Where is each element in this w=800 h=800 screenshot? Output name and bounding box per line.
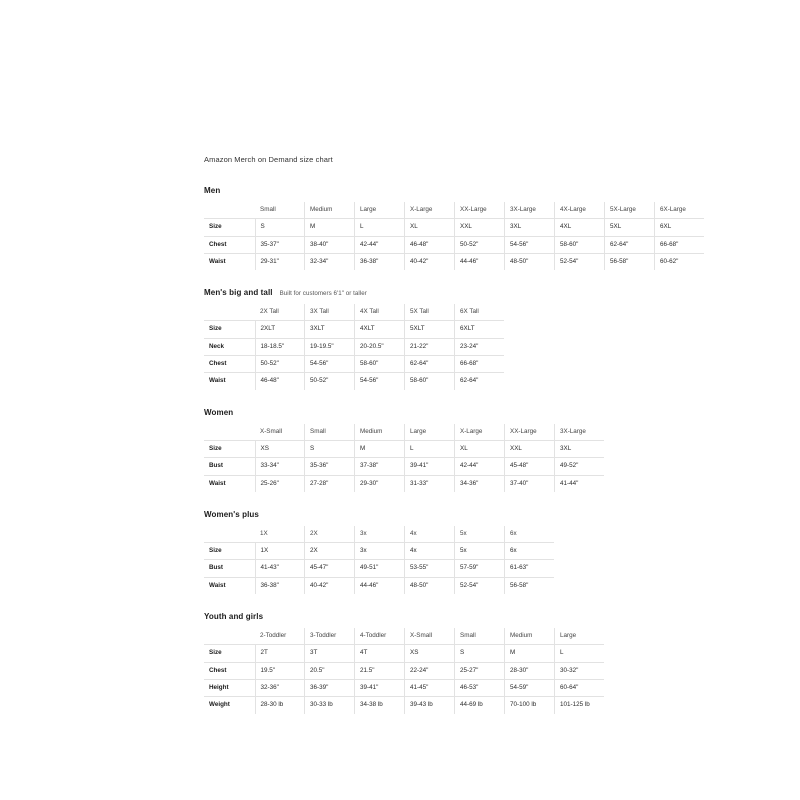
table-cell: 3XLT: [305, 321, 355, 338]
column-header: 1X: [255, 526, 305, 543]
table-corner-cell: [204, 424, 255, 441]
table-cell: 62-64": [405, 356, 455, 373]
table-cell: 54-59": [505, 679, 555, 696]
table-cell: 45-47": [305, 560, 355, 577]
table-cell: L: [405, 440, 455, 457]
table-row: [204, 373, 504, 390]
table-cell: 52-54": [555, 253, 605, 270]
column-header: Small: [305, 424, 355, 441]
table-cell: 25-26": [255, 475, 305, 492]
table-cell: 49-52": [555, 458, 605, 475]
table-cell: 4XLT: [355, 321, 405, 338]
table-cell: M: [505, 645, 555, 662]
table-cell: M: [305, 219, 355, 236]
section-women: [204, 408, 624, 492]
table-cell: 60-64": [555, 679, 605, 696]
table-cell: 70-100 lb: [505, 697, 555, 714]
column-header: Medium: [305, 202, 355, 219]
table-cell: S: [255, 219, 305, 236]
table-row: [204, 662, 604, 679]
column-header: X-Large: [455, 424, 505, 441]
table-cell: 54-56": [355, 373, 405, 390]
table-cell: 5XL: [605, 219, 655, 236]
column-header: 3X-Large: [555, 424, 605, 441]
table-cell: 48-50": [505, 253, 555, 270]
table-cell: 56-58": [605, 253, 655, 270]
size-table-womens-plus: [204, 526, 554, 594]
row-label: Bust: [204, 560, 255, 577]
table-cell: L: [555, 645, 605, 662]
table-cell: 35-36": [305, 458, 355, 475]
table-cell: 3XL: [555, 440, 605, 457]
page-title: Amazon Merch on Demand size chart: [204, 155, 333, 164]
column-header: 3-Toddler: [305, 628, 355, 645]
size-table-women: [204, 424, 604, 492]
column-header: 2X: [305, 526, 355, 543]
table-cell: 50-52": [455, 236, 505, 253]
table-cell: 42-44": [455, 458, 505, 475]
table-cell: 20.5": [305, 662, 355, 679]
row-label: Neck: [204, 338, 255, 355]
table-cell: 42-44": [355, 236, 405, 253]
table-cell: 5x: [455, 543, 505, 560]
table-cell: 37-40": [505, 475, 555, 492]
table-cell: 62-64": [605, 236, 655, 253]
column-header: X-Small: [255, 424, 305, 441]
table-cell: 38-40": [305, 236, 355, 253]
table-cell: 48-50": [405, 577, 455, 594]
table-cell: 36-38": [355, 253, 405, 270]
column-header: 4X Tall: [355, 304, 405, 321]
table-row: [204, 236, 704, 253]
size-chart-content: [204, 155, 686, 732]
table-cell: 30-33 lb: [305, 697, 355, 714]
table-cell: 40-42": [405, 253, 455, 270]
table-cell: 46-53": [455, 679, 505, 696]
section-title: Women: [204, 407, 234, 417]
table-cell: 41-43": [255, 560, 305, 577]
table-cell: 44-46": [455, 253, 505, 270]
table-row: [204, 543, 554, 560]
row-label: Weight: [204, 697, 255, 714]
column-header: 6X-Large: [655, 202, 705, 219]
table-cell: 29-31": [255, 253, 305, 270]
table-cell: 41-44": [555, 475, 605, 492]
table-header-row: [204, 304, 504, 321]
section-womens-plus: [204, 510, 624, 594]
table-cell: 21-22": [405, 338, 455, 355]
row-label: Waist: [204, 253, 255, 270]
section-mens-big-and-tall: [204, 288, 624, 389]
row-label: Waist: [204, 577, 255, 594]
table-cell: XS: [255, 440, 305, 457]
column-header: 2X Tall: [255, 304, 305, 321]
table-row: [204, 577, 554, 594]
table-cell: 32-36": [255, 679, 305, 696]
row-label: Chest: [204, 662, 255, 679]
table-row: [204, 560, 554, 577]
table-corner-cell: [204, 628, 255, 645]
table-cell: 19.5": [255, 662, 305, 679]
table-cell: 35-37": [255, 236, 305, 253]
table-cell: 2T: [255, 645, 305, 662]
table-cell: 53-55": [405, 560, 455, 577]
table-corner-cell: [204, 202, 255, 219]
table-cell: 23-24": [455, 338, 505, 355]
section-youth-and-girls: [204, 612, 624, 713]
table-cell: 50-52": [305, 373, 355, 390]
section-header: [204, 612, 624, 621]
table-cell: 39-41": [405, 458, 455, 475]
table-cell: 19-19.5": [305, 338, 355, 355]
row-label: Chest: [204, 356, 255, 373]
column-header: 5X Tall: [405, 304, 455, 321]
table-cell: 39-43 lb: [405, 697, 455, 714]
row-label: Size: [204, 440, 255, 457]
table-cell: 56-58": [505, 577, 555, 594]
column-header: Large: [555, 628, 605, 645]
table-cell: 58-60": [555, 236, 605, 253]
table-cell: 46-48": [405, 236, 455, 253]
table-cell: 32-34": [305, 253, 355, 270]
table-cell: 36-38": [255, 577, 305, 594]
table-cell: 6x: [505, 543, 555, 560]
section-header: [204, 408, 624, 417]
column-header: XX-Large: [455, 202, 505, 219]
table-corner-cell: [204, 304, 255, 321]
table-cell: 5XLT: [405, 321, 455, 338]
table-cell: 3XL: [505, 219, 555, 236]
table-row: [204, 679, 604, 696]
table-cell: 6XL: [655, 219, 705, 236]
table-cell: 2XLT: [255, 321, 305, 338]
table-row: [204, 475, 604, 492]
table-row: [204, 321, 504, 338]
table-cell: 2X: [305, 543, 355, 560]
table-header-row: [204, 424, 604, 441]
table-cell: M: [355, 440, 405, 457]
table-row: [204, 338, 504, 355]
table-cell: 66-68": [455, 356, 505, 373]
size-table-youth-and-girls: [204, 628, 604, 713]
table-cell: 44-46": [355, 577, 405, 594]
sections-container: [204, 186, 686, 714]
column-header: 3x: [355, 526, 405, 543]
row-label: Waist: [204, 373, 255, 390]
table-cell: 41-45": [405, 679, 455, 696]
section-title: Youth and girls: [204, 612, 264, 622]
column-header: 3X-Large: [505, 202, 555, 219]
table-cell: 54-56": [505, 236, 555, 253]
table-cell: 49-51": [355, 560, 405, 577]
table-cell: 40-42": [305, 577, 355, 594]
section-header: [204, 510, 624, 519]
column-header: 4-Toddler: [355, 628, 405, 645]
table-cell: XL: [405, 219, 455, 236]
row-label: Size: [204, 543, 255, 560]
column-header: 4x: [405, 526, 455, 543]
column-header: 2-Toddler: [255, 628, 305, 645]
table-cell: XXL: [505, 440, 555, 457]
table-cell: 50-52": [255, 356, 305, 373]
column-header: 4X-Large: [555, 202, 605, 219]
table-cell: 37-38": [355, 458, 405, 475]
table-cell: 33-34": [255, 458, 305, 475]
table-cell: 3T: [305, 645, 355, 662]
table-cell: 36-39": [305, 679, 355, 696]
table-row: [204, 697, 604, 714]
table-cell: 4T: [355, 645, 405, 662]
table-cell: 27-28": [305, 475, 355, 492]
column-header: X-Small: [405, 628, 455, 645]
table-cell: XXL: [455, 219, 505, 236]
section-header: [204, 186, 624, 195]
table-cell: 30-32": [555, 662, 605, 679]
table-cell: 54-56": [305, 356, 355, 373]
table-cell: 101-125 lb: [555, 697, 605, 714]
size-table-mens-big-and-tall: [204, 304, 504, 389]
column-header: 3X Tall: [305, 304, 355, 321]
table-cell: 4XL: [555, 219, 605, 236]
table-cell: 66-68": [655, 236, 705, 253]
table-cell: XL: [455, 440, 505, 457]
column-header: 6X Tall: [455, 304, 505, 321]
size-table-men: [204, 202, 704, 270]
column-header: 6x: [505, 526, 555, 543]
section-men: [204, 186, 686, 270]
table-cell: 44-69 lb: [455, 697, 505, 714]
column-header: Large: [355, 202, 405, 219]
column-header: 5X-Large: [605, 202, 655, 219]
table-cell: 6XLT: [455, 321, 505, 338]
table-cell: L: [355, 219, 405, 236]
column-header: Medium: [355, 424, 405, 441]
section-header: [204, 288, 624, 297]
table-corner-cell: [204, 526, 255, 543]
table-row: [204, 645, 604, 662]
column-header: Small: [255, 202, 305, 219]
table-cell: S: [455, 645, 505, 662]
column-header: Small: [455, 628, 505, 645]
table-cell: 1X: [255, 543, 305, 560]
table-cell: 3x: [355, 543, 405, 560]
section-title: Men's big and tall: [204, 288, 273, 298]
row-label: Chest: [204, 236, 255, 253]
table-cell: 61-63": [505, 560, 555, 577]
row-label: Size: [204, 645, 255, 662]
row-label: Height: [204, 679, 255, 696]
table-cell: 20-20.5": [355, 338, 405, 355]
table-cell: 39-41": [355, 679, 405, 696]
column-header: X-Large: [405, 202, 455, 219]
table-row: [204, 356, 504, 373]
table-row: [204, 440, 604, 457]
row-label: Waist: [204, 475, 255, 492]
table-cell: 52-54": [455, 577, 505, 594]
table-cell: 60-62": [655, 253, 705, 270]
row-label: Size: [204, 321, 255, 338]
column-header: XX-Large: [505, 424, 555, 441]
table-cell: 45-48": [505, 458, 555, 475]
table-cell: 22-24": [405, 662, 455, 679]
table-cell: 29-30": [355, 475, 405, 492]
table-cell: 18-18.5": [255, 338, 305, 355]
table-cell: 58-60": [355, 356, 405, 373]
table-header-row: [204, 202, 704, 219]
table-cell: 31-33": [405, 475, 455, 492]
table-cell: 46-48": [255, 373, 305, 390]
section-title: Men: [204, 186, 221, 195]
table-cell: 57-59": [455, 560, 505, 577]
column-header: Medium: [505, 628, 555, 645]
table-cell: 4x: [405, 543, 455, 560]
table-cell: 62-64": [455, 373, 505, 390]
table-row: [204, 253, 704, 270]
table-header-row: [204, 526, 554, 543]
table-cell: 34-38 lb: [355, 697, 405, 714]
table-row: [204, 458, 604, 475]
table-row: [204, 219, 704, 236]
table-cell: 21.5": [355, 662, 405, 679]
table-cell: 28-30 lb: [255, 697, 305, 714]
row-label: Bust: [204, 458, 255, 475]
row-label: Size: [204, 219, 255, 236]
column-header: 5x: [455, 526, 505, 543]
column-header: Large: [405, 424, 455, 441]
section-title: Women's plus: [204, 509, 259, 519]
table-cell: 25-27": [455, 662, 505, 679]
table-cell: S: [305, 440, 355, 457]
section-note: Built for customers 6'1" or taller: [279, 290, 367, 298]
table-cell: 28-30": [505, 662, 555, 679]
table-cell: 58-60": [405, 373, 455, 390]
table-header-row: [204, 628, 604, 645]
table-cell: 34-36": [455, 475, 505, 492]
table-cell: XS: [405, 645, 455, 662]
